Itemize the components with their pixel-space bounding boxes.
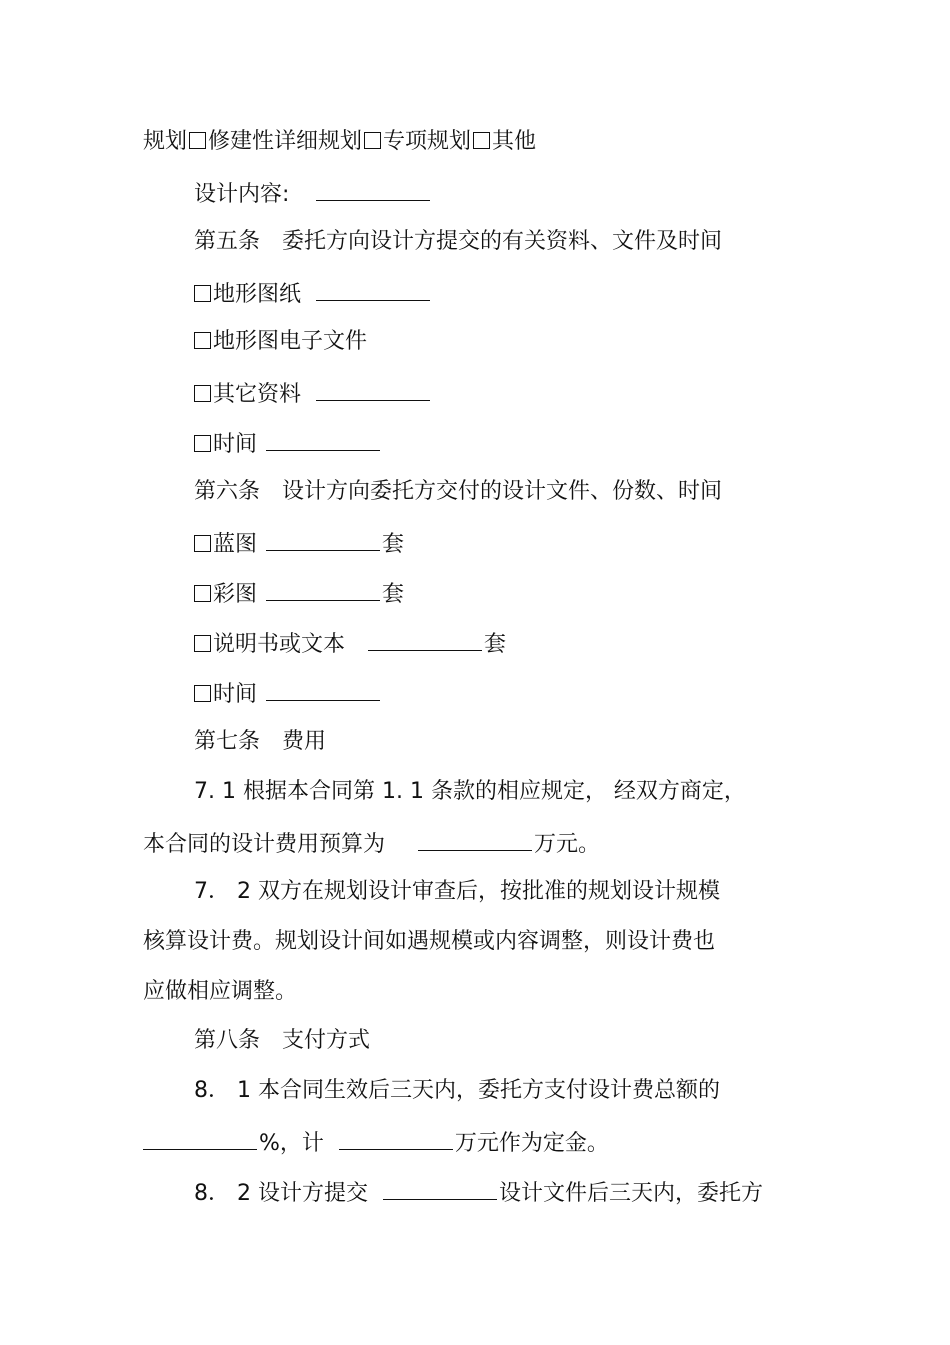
blank-field[interactable]: [143, 1127, 257, 1150]
article-8-heading: 第八条 支付方式: [194, 1028, 371, 1053]
label: 时间: [213, 682, 258, 707]
text: 万元作为定金。: [454, 1131, 609, 1156]
text: 本合同的设计费用预算为: [143, 832, 386, 857]
label: 设计内容:: [194, 182, 290, 207]
label: 地形图电子文件: [213, 329, 368, 354]
blank-field[interactable]: [383, 1177, 497, 1200]
clause-7-1: 7. 1 根据本合同第 1. 1 条款的相应规定， 经双方商定，: [194, 779, 746, 804]
item-other-materials: [194, 378, 432, 406]
blank-field[interactable]: [266, 528, 380, 551]
clause-8-1-cont: [143, 1127, 609, 1155]
unit: 套: [382, 532, 405, 557]
label: 时间: [213, 432, 258, 457]
checkbox[interactable]: [194, 385, 211, 402]
text: 8． 2 设计方提交: [194, 1181, 368, 1206]
text: 设计文件后三天内，委托方: [498, 1181, 763, 1206]
clause-8-1: 8． 1 本合同生效后三天内，委托方支付设计费总额的: [194, 1078, 720, 1103]
clause-8-2: [194, 1177, 763, 1205]
unit: 套: [484, 632, 507, 657]
text: 修建性详细规划: [208, 129, 363, 154]
unit: 套: [382, 582, 405, 607]
text: 规划: [143, 129, 188, 154]
checkbox[interactable]: [194, 285, 211, 302]
blank-field[interactable]: [316, 178, 430, 201]
label: 地形图纸: [213, 282, 302, 307]
blank-field[interactable]: [266, 428, 380, 451]
item-topo-electronic: [194, 328, 367, 356]
checkbox[interactable]: [189, 132, 206, 149]
item-blueprint: [194, 528, 404, 556]
checkbox[interactable]: [194, 685, 211, 702]
article-5-heading: 第五条 委托方向设计方提交的有关资料、文件及时间: [194, 229, 723, 254]
item-color-drawing: [194, 578, 404, 606]
checkbox[interactable]: [194, 435, 211, 452]
item-time-2: [194, 678, 382, 706]
label: 彩图: [213, 582, 258, 607]
clause-7-2: 7． 2 双方在规划设计审查后，按批准的规划设计规模: [194, 879, 720, 904]
blank-field[interactable]: [368, 628, 482, 651]
checkbox[interactable]: [364, 132, 381, 149]
item-manual-text: [194, 628, 506, 656]
item-time-1: [194, 428, 382, 456]
checkbox[interactable]: [194, 332, 211, 349]
blank-field[interactable]: [266, 678, 380, 701]
clause-7-2-cont-2: 应做相应调整。: [143, 979, 298, 1004]
checkbox[interactable]: [473, 132, 490, 149]
checkbox[interactable]: [194, 585, 211, 602]
checkbox[interactable]: [194, 535, 211, 552]
label: 其它资料: [213, 382, 302, 407]
label: 说明书或文本: [213, 632, 346, 657]
label: 蓝图: [213, 532, 258, 557]
text: %，计: [259, 1131, 324, 1156]
text: 专项规划: [383, 129, 472, 154]
text: 其他: [492, 129, 537, 154]
clause-7-2-cont-1: 核算设计费。规划设计间如遇规模或内容调整，则设计费也: [143, 929, 716, 954]
blank-field[interactable]: [266, 578, 380, 601]
article-7-heading: 第七条 费用: [194, 729, 327, 754]
blank-field[interactable]: [418, 828, 532, 851]
blank-field[interactable]: [316, 278, 430, 301]
text: 万元。: [534, 832, 601, 857]
blank-field[interactable]: [316, 378, 430, 401]
clause-7-1-cont: [143, 828, 600, 856]
blank-field[interactable]: [339, 1127, 453, 1150]
article-6-heading: 第六条 设计方向委托方交付的设计文件、份数、时间: [194, 479, 723, 504]
plan-type-options: [143, 128, 536, 156]
checkbox[interactable]: [194, 635, 211, 652]
item-topo-drawings: [194, 278, 432, 306]
design-content-line: [194, 178, 432, 206]
